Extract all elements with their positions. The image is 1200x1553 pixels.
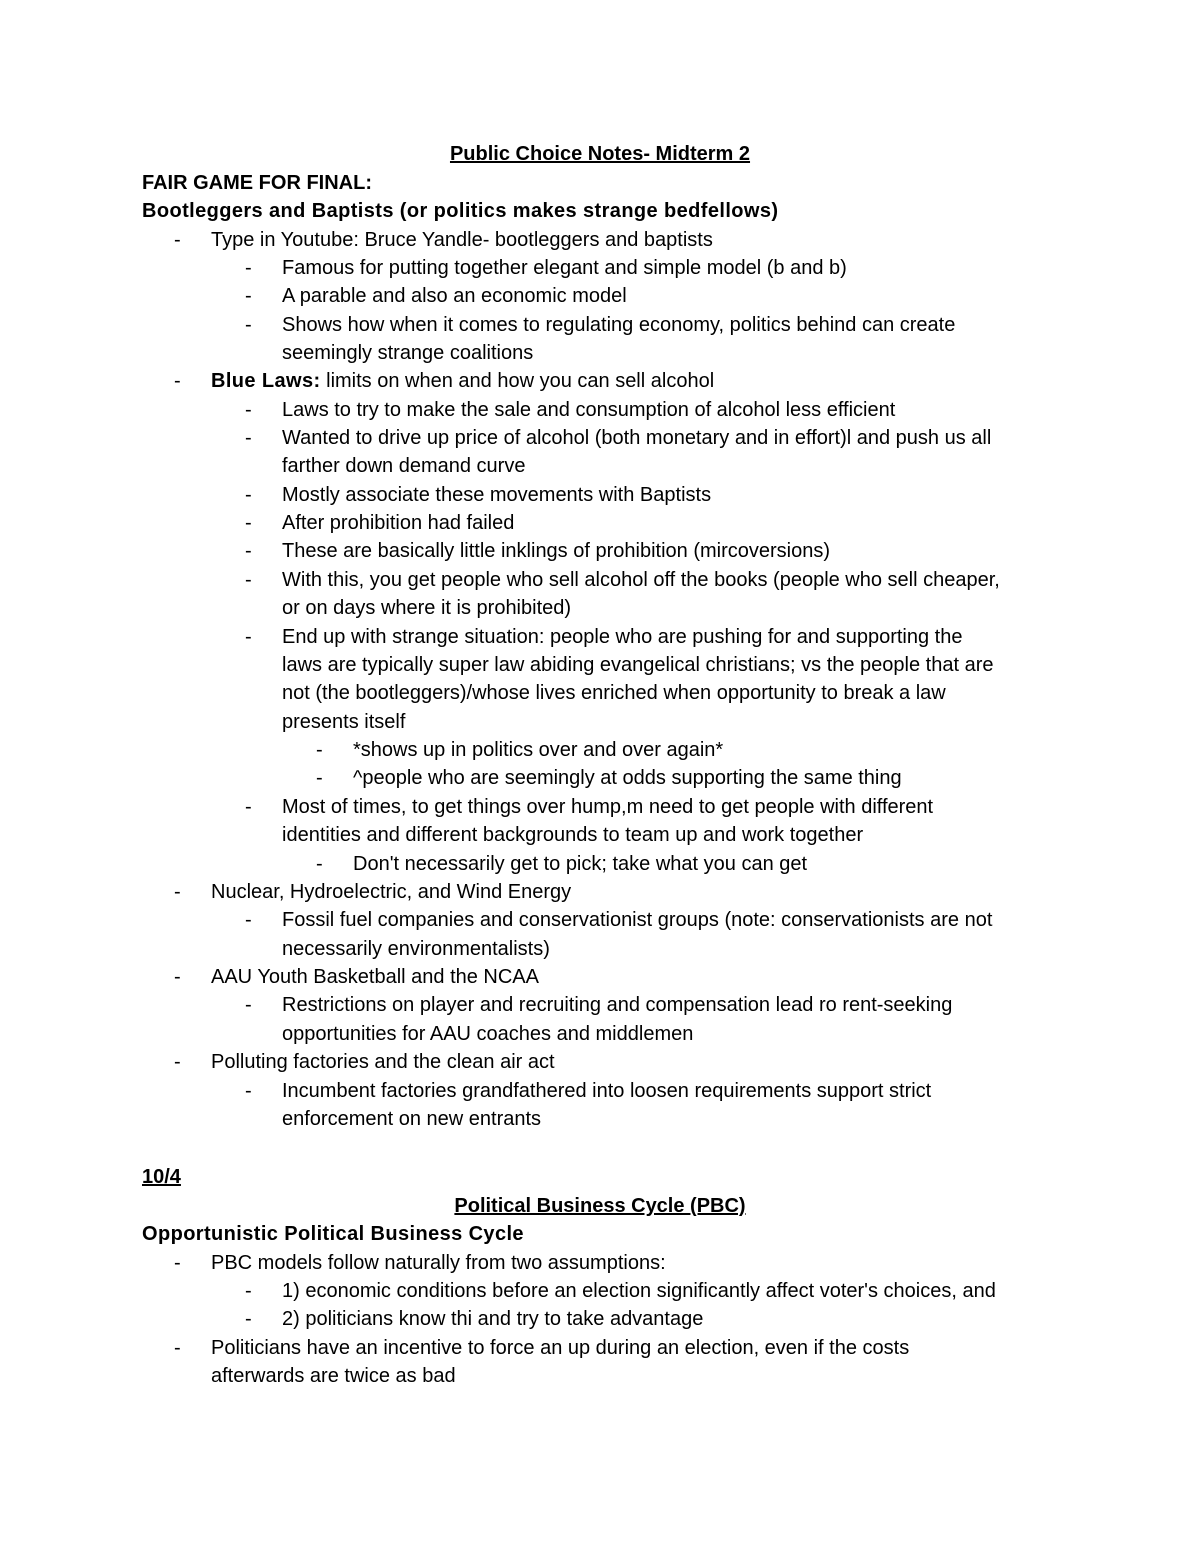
section-heading-opportunistic: Opportunistic Political Business Cycle — [142, 1223, 524, 1245]
list-item-text: Fossil fuel companies and conservationist groups (note: conservationists are not — [282, 909, 993, 931]
list-item — [0, 311, 1200, 339]
bullet-dash: - — [316, 767, 323, 789]
list-item — [0, 282, 1200, 310]
list-item-text: or on days where it is prohibited) — [282, 597, 572, 619]
bullet-dash: - — [174, 881, 181, 903]
list-item-text: opportunities for AAU coaches and middlemen — [282, 1023, 694, 1045]
list-item-continuation — [0, 452, 1200, 480]
bullet-dash: - — [245, 1308, 252, 1330]
list-item — [0, 850, 1200, 878]
list-item-continuation — [0, 1020, 1200, 1048]
list-item — [0, 878, 1200, 906]
list-item — [0, 481, 1200, 509]
blue-laws-label: Blue Laws: — [211, 370, 321, 392]
list-item-continuation — [0, 594, 1200, 622]
list-item — [0, 991, 1200, 1019]
list-item — [0, 906, 1200, 934]
list-item — [0, 367, 1200, 395]
bullet-dash: - — [174, 370, 181, 392]
bullet-dash: - — [245, 909, 252, 931]
list-item-text: necessarily environmentalists) — [282, 938, 550, 960]
list-item-text: identities and different backgrounds to team up and work together — [282, 824, 864, 846]
bullet-dash: - — [245, 257, 252, 279]
list-item-text: Nuclear, Hydroelectric, and Wind Energy — [211, 881, 572, 903]
bullet-dash: - — [245, 569, 252, 591]
list-item-continuation — [0, 1105, 1200, 1133]
page-title: Public Choice Notes- Midterm 2 — [449, 143, 751, 165]
section-heading-bootleggers: Bootleggers and Baptists (or politics makes strange bedfellows) — [142, 200, 779, 222]
list-item-continuation — [0, 651, 1200, 679]
list-item — [0, 1048, 1200, 1076]
list-item-continuation — [0, 679, 1200, 707]
list-item — [0, 566, 1200, 594]
list-item-text: After prohibition had failed — [282, 512, 515, 534]
list-item-continuation — [0, 708, 1200, 736]
list-item — [0, 764, 1200, 792]
bullet-dash: - — [245, 285, 252, 307]
list-item-text: Shows how when it comes to regulating economy, politics behind can create — [282, 314, 956, 336]
list-item-text: Laws to try to make the sale and consumption of alcohol less efficient — [282, 399, 896, 421]
list-item-text: Wanted to drive up price of alcohol (both monetary and in effort)l and push us all — [282, 427, 992, 449]
list-item-text: These are basically little inklings of prohibition (mircoversions) — [282, 540, 830, 562]
list-item-text — [211, 367, 714, 395]
bullet-dash: - — [245, 1080, 252, 1102]
bullet-dash: - — [245, 540, 252, 562]
list-item-text: Incumbent factories grandfathered into loosen requirements support strict — [282, 1080, 932, 1102]
bullet-dash: - — [316, 853, 323, 875]
list-item-text: 1) economic conditions before an election significantly affect voter's choices, and — [282, 1280, 996, 1302]
bullet-dash: - — [245, 314, 252, 336]
list-item-text: *shows up in politics over and over again* — [353, 739, 724, 761]
fair-game-label: FAIR GAME FOR FINAL: — [142, 172, 372, 194]
list-item — [0, 254, 1200, 282]
list-item-text: 2) politicians know thi and try to take advantage — [282, 1308, 704, 1330]
list-item — [0, 623, 1200, 651]
list-item-continuation — [0, 1362, 1200, 1390]
list-item — [0, 226, 1200, 254]
list-item-text: not (the bootleggers)/whose lives enriched when opportunity to break a law — [282, 682, 946, 704]
list-item-text: Polluting factories and the clean air act — [211, 1051, 555, 1073]
list-item — [0, 736, 1200, 764]
bullet-dash: - — [245, 512, 252, 534]
bullet-dash: - — [174, 1252, 181, 1274]
list-item-text: A parable and also an economic model — [282, 285, 627, 307]
bullet-dash: - — [245, 399, 252, 421]
list-item — [0, 1334, 1200, 1362]
list-item-text: AAU Youth Basketball and the NCAA — [211, 966, 539, 988]
blue-laws-text: limits on when and how you can sell alcohol — [320, 370, 715, 392]
list-item — [0, 1305, 1200, 1333]
list-item-continuation — [0, 821, 1200, 849]
list-item-text: Most of times, to get things over hump,m need to get people with different — [282, 796, 934, 818]
list-item-text: PBC models follow naturally from two assumptions: — [211, 1252, 666, 1274]
bullet-dash: - — [174, 1337, 181, 1359]
list-item-continuation — [0, 339, 1200, 367]
list-item-text: laws are typically super law abiding evangelical christians; vs the people that are — [282, 654, 994, 676]
list-item-text: Restrictions on player and recruiting and compensation lead ro rent-seeking — [282, 994, 953, 1016]
list-item-text: End up with strange situation: people who are pushing for and supporting the — [282, 626, 963, 648]
bullet-dash: - — [245, 796, 252, 818]
list-item — [0, 1249, 1200, 1277]
list-item-text: enforcement on new entrants — [282, 1108, 542, 1130]
bullet-dash: - — [174, 229, 181, 251]
list-item — [0, 396, 1200, 424]
bullet-dash: - — [174, 966, 181, 988]
list-item — [0, 1277, 1200, 1305]
list-item — [0, 424, 1200, 452]
bullet-dash: - — [316, 739, 323, 761]
list-item-text: ^people who are seemingly at odds supporting the same thing — [353, 767, 902, 789]
list-item — [0, 509, 1200, 537]
list-item — [0, 537, 1200, 565]
bullet-dash: - — [245, 626, 252, 648]
bullet-dash: - — [245, 1280, 252, 1302]
list-item-continuation — [0, 935, 1200, 963]
list-item-text: Don't necessarily get to pick; take what you can get — [353, 853, 808, 875]
bullet-dash: - — [174, 1051, 181, 1073]
list-item — [0, 793, 1200, 821]
list-item-text: Type in Youtube: Bruce Yandle- bootleggers and baptists — [211, 229, 713, 251]
list-item-text: presents itself — [282, 711, 406, 733]
list-item-text: Famous for putting together elegant and simple model (b and b) — [282, 257, 847, 279]
bullet-dash: - — [245, 994, 252, 1016]
list-item-text: Mostly associate these movements with Baptists — [282, 484, 712, 506]
list-item-text: seemingly strange coalitions — [282, 342, 534, 364]
section-title-pbc: Political Business Cycle (PBC) — [454, 1195, 746, 1217]
list-item-text: farther down demand curve — [282, 455, 526, 477]
list-item — [0, 1077, 1200, 1105]
list-item-text: afterwards are twice as bad — [211, 1365, 456, 1387]
list-item-text: With this, you get people who sell alcohol off the books (people who sell cheaper, — [282, 569, 1000, 591]
bullet-dash: - — [245, 484, 252, 506]
list-item — [0, 963, 1200, 991]
list-item-text: Politicians have an incentive to force an up during an election, even if the costs — [211, 1337, 910, 1359]
bullet-dash: - — [245, 427, 252, 449]
date-heading: 10/4 — [142, 1166, 181, 1188]
